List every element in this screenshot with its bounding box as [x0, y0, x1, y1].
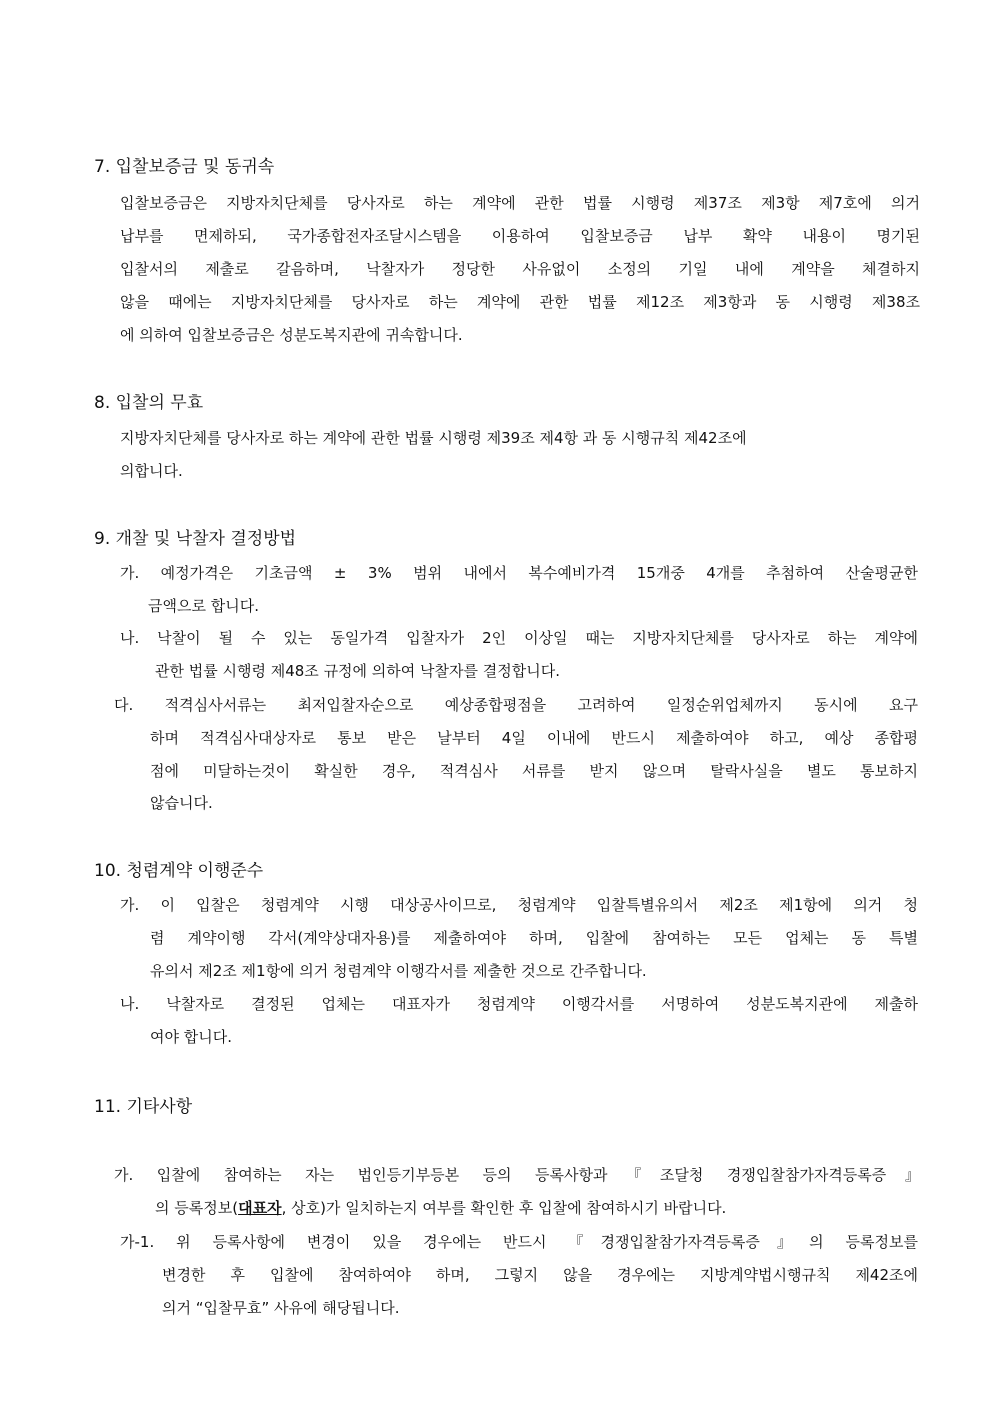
- section-7-line-5: 에 의하여 입찰보증금은 성분도복지관에 귀속합니다.: [120, 326, 463, 344]
- section-11-item-b-line-3: 의거 “입찰무효” 사유에 해당됩니다.: [162, 1299, 400, 1317]
- section-9-item-c-line-2: 하며 적격심사대상자로 통보 받은 날부터 4일 이내에 반드시 제출하여야 하고, 예상 종합평: [150, 729, 918, 747]
- section-11-heading: 11. 기타사항: [94, 1097, 193, 1117]
- section-11-item-a-line-2-post: , 상호)가 일치하는지 여부를 확인한 후 입찰에 참여하시기 바랍니다.: [281, 1199, 727, 1217]
- section-10-item-b-line-1: 나. 낙찰자로 결정된 업체는 대표자가 청렴계약 이행각서를 서명하여 성분도복지관에 제출하: [120, 995, 918, 1013]
- section-9-item-c-line-3: 점에 미달하는것이 확실한 경우, 적격심사 서류를 받지 않으며 탈락사실을 별도 통보하지: [150, 762, 918, 780]
- representative-emphasis: 대표자: [238, 1199, 282, 1217]
- section-10-item-b-line-2: 여야 합니다.: [150, 1028, 232, 1046]
- section-9-item-a-line-1: 가. 예정가격은 기초금액 ± 3% 범위 내에서 복수예비가격 15개중 4개를 추첨하여 산술평균한: [120, 564, 918, 582]
- section-9-item-b-line-2: 관한 법률 시행령 제48조 규정에 의하여 낙찰자를 결정합니다.: [155, 662, 560, 680]
- section-11-item-a-line-2-pre: 의 등록정보(: [155, 1199, 239, 1217]
- section-7-line-3: 입찰서의 제출로 갈음하며, 낙찰자가 정당한 사유없이 소정의 기일 내에 계약을 체결하지: [120, 260, 920, 278]
- section-10-heading: 10. 청렴계약 이행준수: [94, 861, 264, 881]
- section-7-line-4: 않을 때에는 지방자치단체를 당사자로 하는 계약에 관한 법률 제12조 제3항과 동 시행령 제38조: [120, 293, 920, 311]
- section-9-heading: 9. 개찰 및 낙찰자 결정방법: [94, 529, 297, 549]
- section-8-line-1: 지방자치단체를 당사자로 하는 계약에 관한 법률 시행령 제39조 제4항 과 동 시행규칙 제42조에: [120, 429, 747, 447]
- section-11-item-b-line-2: 변경한 후 입찰에 참여하여야 하며, 그렇지 않을 경우에는 지방계약법시행규칙 제42조에: [162, 1266, 918, 1284]
- section-8-heading: 8. 입찰의 무효: [94, 393, 204, 413]
- section-7-line-2: 납부를 면제하되, 국가종합전자조달시스템을 이용하여 입찰보증금 납부 확약 내용이 명기된: [120, 227, 920, 245]
- section-10-item-a-line-1: 가. 이 입찰은 청렴계약 시행 대상공사이므로, 청렴계약 입찰특별유의서 제2조 제1항에 의거 청: [120, 896, 918, 914]
- section-11-item-a-line-2: [155, 1198, 726, 1218]
- section-7-heading: 7. 입찰보증금 및 동귀속: [94, 157, 275, 177]
- section-8-line-2: 의합니다.: [120, 462, 183, 480]
- section-9-item-c-line-4: 않습니다.: [150, 794, 213, 812]
- section-7-line-1: 입찰보증금은 지방자치단체를 당사자로 하는 계약에 관한 법률 시행령 제37조 제3항 제7호에 의거: [120, 194, 920, 212]
- section-10-item-a-line-3: 유의서 제2조 제1항에 의거 청렴계약 이행각서를 제출한 것으로 간주합니다.: [150, 962, 647, 980]
- section-11-item-b-line-1: 가-1. 위 등록사항에 변경이 있을 경우에는 반드시 『경쟁입찰참가자격등록증』의 등록정보를: [120, 1233, 918, 1251]
- section-9-item-c-line-1: 다. 적격심사서류는 최저입찰자순으로 예상종합평점을 고려하여 일정순위업체까지 동시에 요구: [114, 696, 918, 714]
- section-11-item-a-line-1: 가. 입찰에 참여하는 자는 법인등기부등본 등의 등록사항과『조달청 경쟁입찰참가자격등록증』: [114, 1166, 920, 1184]
- section-9-item-a-line-2: 금액으로 합니다.: [148, 597, 259, 615]
- section-9-item-b-line-1: 나. 낙찰이 될 수 있는 동일가격 입찰자가 2인 이상일 때는 지방자치단체를 당사자로 하는 계약에: [120, 629, 918, 647]
- section-10-item-a-line-2: 렴 계약이행 각서(계약상대자용)를 제출하여야 하며, 입찰에 참여하는 모든 업체는 동 특별: [150, 929, 918, 947]
